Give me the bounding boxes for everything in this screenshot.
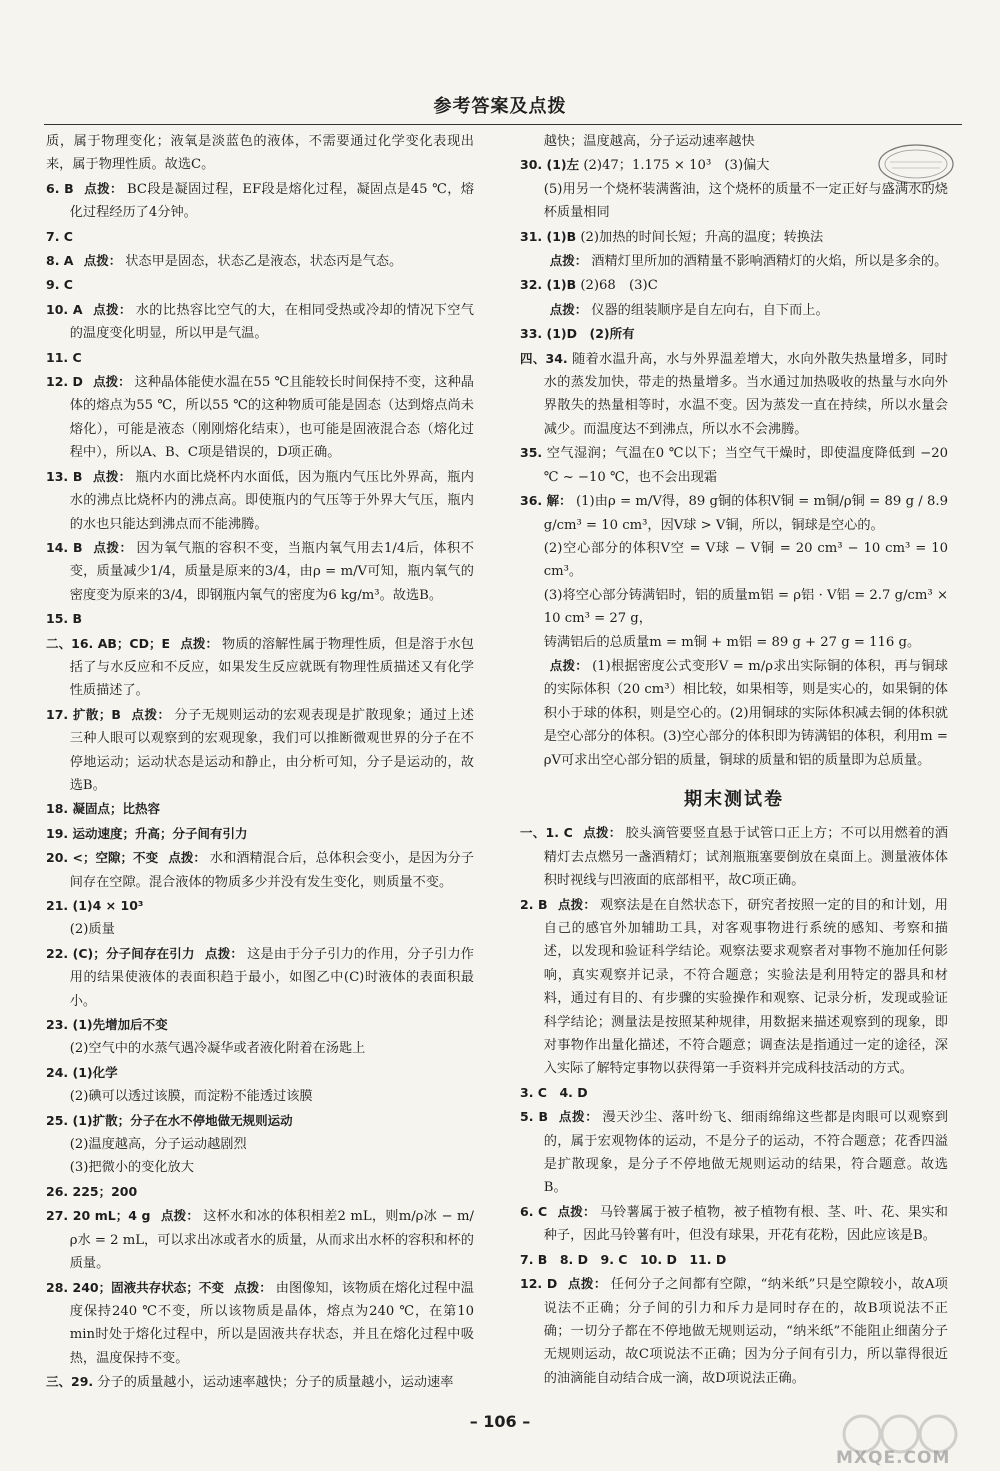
tip-label: 点拨： bbox=[557, 896, 597, 912]
tip-label: 点拨： bbox=[180, 635, 219, 651]
answer-item bbox=[520, 178, 948, 225]
answer-number: 31. (1)B bbox=[520, 228, 577, 244]
tip-label: 点拨： bbox=[205, 945, 244, 961]
answer-number: 24. (1)化学 bbox=[46, 1064, 118, 1080]
answer-number: 10. A bbox=[46, 301, 83, 317]
answer-text: 酒精灯里所加的酒精量不影响酒精灯的火焰，所以是多余的。 bbox=[591, 254, 948, 270]
answer-item bbox=[46, 1061, 474, 1085]
answer-text: (3)将空心部分铸满铝时，铝的质量m铝 = ρ铝 · V铝 = 2.7 g/cm³ × 10 cm³ = 27 g， bbox=[543, 587, 948, 627]
tip-label: 点拨： bbox=[168, 850, 206, 866]
answer-number: 14. B bbox=[46, 539, 83, 555]
answer-text: 因为氧气瓶的容积不变，当瓶内氧气用去1/4后，体积不变，质量减少1/4，质量是原来的3/4，由ρ = m/V可知，瓶内氧气的密度变为原来的3/4，即钢瓶内氧气的密度为6 kg/m³。故选B。 bbox=[69, 540, 474, 603]
answer-number: 11. C bbox=[46, 349, 82, 365]
answer-number: 22. (C)；分子间存在引力 bbox=[46, 945, 195, 961]
answer-item bbox=[46, 918, 474, 941]
answer-item bbox=[520, 249, 948, 273]
answer-item bbox=[520, 225, 948, 249]
answer-item bbox=[46, 822, 474, 846]
answer-item bbox=[46, 1204, 474, 1275]
header-rule bbox=[44, 124, 962, 125]
answer-text: (2)碘可以透过该膜，而淀粉不能透过该膜 bbox=[69, 1089, 313, 1105]
tip-label: 点拨： bbox=[93, 301, 132, 317]
answer-item bbox=[46, 1276, 474, 1371]
left-column bbox=[46, 130, 474, 1395]
answer-item bbox=[520, 441, 948, 489]
answer-number: 2. B bbox=[520, 896, 548, 912]
answer-item bbox=[520, 273, 948, 297]
answer-text: 这种晶体能使水温在55 ℃且能较长时间保持不变，这种晶体的熔点为55 ℃，所以55 ℃的这种物质可能是固态（达到熔点尚未熔化），可能是液态（刚刚熔化结束），也可能是固液混合态（熔化过程中），所以A、B、C项是错误的，D项正确。 bbox=[69, 375, 474, 461]
answer-text: BC段是凝固过程，EF段是熔化过程，凝固点是45 ℃，熔化过程经历了4分钟。 bbox=[69, 181, 474, 221]
answer-item bbox=[520, 1248, 948, 1272]
answer-item bbox=[46, 177, 474, 225]
answer-number: 20. <；空隙；不变 bbox=[46, 850, 159, 866]
answer-number: 28. 240；固液共存状态；不变 bbox=[46, 1279, 224, 1295]
tip-label: 点拨： bbox=[93, 374, 131, 390]
answer-text: 胶头滴管要竖直悬于试管口正上方；不可以用燃着的酒精灯去点燃另一盏酒精灯；试剂瓶瓶塞要倒放在桌面上。测量液体体积时视线与凹液面的底部相平，故C项正确。 bbox=[543, 826, 948, 889]
answer-text: (5)用另一个烧杯装满酱油，这个烧杯的质量不一定正好与盛满水的烧杯质量相同 bbox=[543, 181, 948, 221]
answer-item bbox=[46, 249, 474, 273]
tip-label: 点拨： bbox=[549, 657, 589, 673]
answer-number: 9. C bbox=[46, 277, 73, 293]
answer-number: 二、16. AB；CD；E bbox=[46, 635, 171, 651]
tip-label: 点拨： bbox=[160, 1208, 200, 1224]
answer-number: 18. 凝固点；比热容 bbox=[46, 801, 160, 817]
tip-label: 点拨： bbox=[558, 1109, 599, 1125]
answer-text: 这是由于分子引力的作用，分子引力作用的结果使液体的表面积趋于最小，如图乙中(C)时液体的表面积最小。 bbox=[69, 946, 474, 1009]
answer-item bbox=[46, 1013, 474, 1037]
answer-number: 7. C bbox=[46, 228, 73, 244]
answer-text: 随着水温升高，水与外界温差增大，水向外散失热量增多，同时水的蒸发加快，带走的热量增多。当水通过加热吸收的热量与水向外界散失的热量相等时，水温不变。因为蒸发一直在持续，所以水量会减少。而温度达不到沸点，所以水不会沸腾。 bbox=[543, 351, 948, 437]
answer-number: 33. (1)D (2)所有 bbox=[520, 326, 635, 342]
tip-label: 点拨： bbox=[93, 539, 133, 555]
answer-text: 任何分子之间都有空隙，“纳米纸”只是空隙较小，故A项说法不正确；分子间的引力和斥力是同时存在的，故B项说法不正确；一切分子都在不停地做无规则运动，“纳米纸”不能阻止细菌分子无规则运动，故C项说法不正确；因为分子间有引力，所以靠得很近的油滴能自动结合成一滴，故D项说法正确。 bbox=[543, 1277, 948, 1386]
tip-label: 点拨： bbox=[131, 706, 171, 722]
answer-number: 26. 225；200 bbox=[46, 1183, 138, 1199]
answer-text: (1)由ρ = m/V得，89 g铜的体积V铜 = m铜/ρ铜 = 89 g / 8.9 g/cm³ = 10 cm³，因V球 > V铜，所以，铜球是空心的。 bbox=[543, 494, 948, 533]
answer-text: 观察法是在自然状态下，研究者按照一定的目的和计划，用自己的感官外加辅助工具，对客观事物进行系统的感知、考察和描述，以发现和验证科学结论。观察法要求观察者对事物不施加任何影响，真实观察并记录，不符合题意；实验法是利用特定的器具和材料，通过有目的、有步骤的实验操作和观察、记录分析，发现或验证科学结论；测量法是按照某种规律，用数据来描述观察到的现象，即对事物作出量化描述，不符合题意；调查法是指通过一定的途径，深入实际了解特定事物以获得第一手资料并完成科技活动的方式。 bbox=[543, 897, 948, 1077]
answer-item bbox=[520, 1200, 948, 1248]
answer-number: 35. bbox=[520, 445, 543, 461]
answer-item bbox=[520, 347, 948, 442]
answer-item bbox=[46, 894, 474, 918]
answer-item bbox=[520, 322, 948, 346]
tip-label: 点拨： bbox=[567, 1276, 607, 1292]
answer-item bbox=[46, 273, 474, 297]
answer-text: 由图像知，该物质在熔化过程中温度保持240 ℃不变，所以该物质是晶体，熔点为240 ℃，在第10 min时处于熔化过程中，所以是固液共存状态，并且在熔化过程中吸热，温度保持不变。 bbox=[69, 1280, 474, 1366]
answer-number: 四、34. bbox=[520, 350, 568, 366]
answer-text: 马铃薯属于被子植物，被子植物有根、茎、叶、花、果实和种子，因此马铃薯有叶，但没有球果，开花有花粉，因此应该是B。 bbox=[543, 1204, 948, 1244]
watermark-text: MXQE.COM bbox=[836, 1448, 951, 1468]
answer-text: 质，属于物理变化；液氧是淡蓝色的液体，不需要通过化学变化表现出来，属于物理性质。故选C。 bbox=[46, 134, 474, 173]
answer-text: 状态甲是固态，状态乙是液态，状态丙是气态。 bbox=[125, 254, 403, 270]
answer-item bbox=[46, 1085, 474, 1108]
answer-text: (2)空心部分的体积V空 = V球 − V铜 = 20 cm³ − 10 cm³ = 10 cm³。 bbox=[543, 540, 948, 580]
answer-text: (2)温度越高，分子运动越剧烈 bbox=[69, 1137, 247, 1153]
answer-item bbox=[46, 1370, 474, 1394]
answer-item bbox=[46, 607, 474, 631]
right-column bbox=[520, 130, 948, 1390]
answer-item bbox=[520, 654, 948, 772]
answer-item bbox=[520, 1272, 948, 1390]
answer-item bbox=[46, 632, 474, 703]
answer-text: (2)质量 bbox=[69, 922, 115, 938]
answer-item bbox=[520, 130, 948, 153]
answer-item bbox=[46, 703, 474, 798]
answer-number: 36. 解： bbox=[520, 493, 572, 509]
answer-item bbox=[46, 465, 474, 536]
answer-item bbox=[46, 346, 474, 370]
answer-text: 水和酒精混合后，总体积会变小，是因为分子间存在空隙。混合液体的物质多少并没有发生变化，则质量不变。 bbox=[69, 851, 474, 890]
answer-number: 5. B bbox=[520, 1109, 548, 1125]
answer-text: 水的比热容比空气的大，在相同受热或冷却的情况下空气的温度变化明显，所以甲是气温。 bbox=[69, 302, 474, 342]
answer-number: 12. D bbox=[520, 1276, 558, 1292]
answer-number: 三、29. bbox=[46, 1374, 94, 1390]
answer-item bbox=[46, 1180, 474, 1204]
answer-number: 15. B bbox=[46, 611, 83, 627]
tip-label: 点拨： bbox=[84, 180, 123, 196]
answer-text: (3)把微小的变化放大 bbox=[69, 1160, 194, 1176]
answer-number: 13. B bbox=[46, 468, 83, 484]
answer-item bbox=[520, 153, 948, 177]
answer-number: 30. (1)左 bbox=[520, 157, 580, 173]
answer-text: (2)加热的时间长短；升高的温度；转换法 bbox=[580, 229, 824, 245]
answer-item bbox=[520, 489, 948, 537]
tip-label: 点拨： bbox=[549, 253, 588, 269]
tip-label: 点拨： bbox=[549, 301, 588, 317]
answer-text: (2)47；1.175 × 10³ (3)偏大 bbox=[583, 158, 770, 174]
answer-item bbox=[520, 584, 948, 631]
section-title: 期末测试卷 bbox=[684, 788, 784, 810]
tip-label: 点拨： bbox=[583, 825, 622, 841]
answer-item bbox=[46, 1156, 474, 1179]
answer-item bbox=[46, 130, 474, 177]
answer-item bbox=[46, 846, 474, 894]
tip-label: 点拨： bbox=[92, 468, 132, 484]
answer-number: 17. 扩散；B bbox=[46, 706, 121, 722]
answer-item bbox=[520, 1081, 948, 1105]
answer-number: 7. B 8. D 9. C 10. D 11. D bbox=[520, 1251, 727, 1267]
answer-number: 一、1. C bbox=[520, 825, 573, 841]
answer-number: 12. D bbox=[46, 374, 83, 390]
answer-text: 这杯水和冰的体积相差2 mL，则m/ρ冰 − m/ρ水 = 2 mL，可以求出冰或者水的质量，从而求出水杯的容积和杯的质量。 bbox=[69, 1209, 474, 1272]
answer-number: 6. C bbox=[520, 1203, 548, 1219]
answer-item bbox=[46, 942, 474, 1013]
answer-text: (1)根据密度公式变形V = m/ρ求出实际铜的体积，再与铜球的实际体积（20 cm³）相比较，如果相等，则是实心的，如果铜的体积小于球的体积，则是空心的。(2)用铜球的实际体积减去铜的体积就是空心部分的体积。(3)空心部分的体积即为铸满铝的体积，利用m = ρV可求出空心部分铝的质量，铜球的质量和铝的质量即为总质量。 bbox=[543, 658, 948, 768]
answer-item bbox=[46, 536, 474, 607]
answer-item bbox=[520, 893, 948, 1081]
answer-text: (2)空气中的水蒸气遇冷凝华或者液化附着在汤匙上 bbox=[69, 1041, 366, 1057]
answer-number: 6. B bbox=[46, 180, 74, 196]
answer-text: (2)68 (3)C bbox=[580, 278, 658, 294]
tip-label: 点拨： bbox=[83, 253, 122, 269]
answer-item bbox=[520, 537, 948, 584]
answer-number: 27. 20 mL；4 g bbox=[46, 1208, 151, 1224]
answer-number: 23. (1)先增加后不变 bbox=[46, 1017, 168, 1033]
answer-item bbox=[46, 298, 474, 346]
answer-text: 分子的质量越小，运动速率越快；分子的质量越小，运动速率 bbox=[97, 1375, 454, 1391]
tip-label: 点拨： bbox=[557, 1203, 596, 1219]
answer-number: 21. (1)4 × 10³ bbox=[46, 898, 144, 913]
answer-text: 物质的溶解性属于物理性质，但是溶于水包括了与水反应和不反应，如果发生反应就既有物理性质描述又有化学性质描述了。 bbox=[69, 636, 474, 699]
page-header: 参考答案及点拨 bbox=[433, 96, 567, 117]
page-number: – 106 – bbox=[469, 1412, 531, 1431]
answer-number: 32. (1)B bbox=[520, 277, 577, 293]
answer-item bbox=[46, 370, 474, 465]
answer-item bbox=[46, 1133, 474, 1156]
answer-item bbox=[46, 1109, 474, 1133]
answer-number: 8. A bbox=[46, 253, 74, 269]
answer-text: 仪器的组装顺序是自左向右，自下而上。 bbox=[591, 302, 829, 318]
answer-text: 越快；温度越高，分子运动速率越快 bbox=[543, 134, 755, 149]
answer-number: 25. (1)扩散；分子在水不停地做无规则运动 bbox=[46, 1112, 293, 1128]
answer-number: 3. C 4. D bbox=[520, 1084, 588, 1100]
answer-item bbox=[520, 631, 948, 654]
answer-item bbox=[46, 225, 474, 249]
answer-text: 铸满铝后的总质量m = m铜 + m铝 = 89 g + 27 g = 116 g。 bbox=[543, 634, 921, 650]
tip-label: 点拨： bbox=[234, 1279, 272, 1295]
answer-text: 空气湿润；气温在0 ℃以下；当空气干燥时，即使温度降低到 −20 ℃ ~ −10 ℃，也不会出现霜 bbox=[543, 446, 948, 485]
answer-item bbox=[520, 821, 948, 892]
answer-text: 瓶内水面比烧杯内水面低，因为瓶内气压比外界高，瓶内水的沸点比烧杯内的沸点高。即使瓶内的气压等于外界大气压，瓶内的水也只能达到沸点而不能沸腾。 bbox=[69, 469, 474, 532]
answer-item bbox=[46, 797, 474, 821]
answer-item bbox=[46, 1037, 474, 1060]
answer-text: 漫天沙尘、落叶纷飞、细雨绵绵这些都是肉眼可以观察到的，属于宏观物体的运动，不是分子的运动，不符合题意；花香四溢是扩散现象，是分子不停地做无规则运动的结果，符合题意。故选B。 bbox=[543, 1110, 948, 1196]
answer-text: 分子无规则运动的宏观表现是扩散现象；通过上述三种人眼可以观察到的宏观现象，我们可以推断微观世界的分子在不停地运动；运动状态是运动和静止，由分析可知，分子是运动的，故选B。 bbox=[69, 707, 474, 793]
answer-item bbox=[520, 1105, 948, 1200]
answer-item bbox=[520, 298, 948, 322]
answer-number: 19. 运动速度；升高；分子间有引力 bbox=[46, 825, 248, 841]
